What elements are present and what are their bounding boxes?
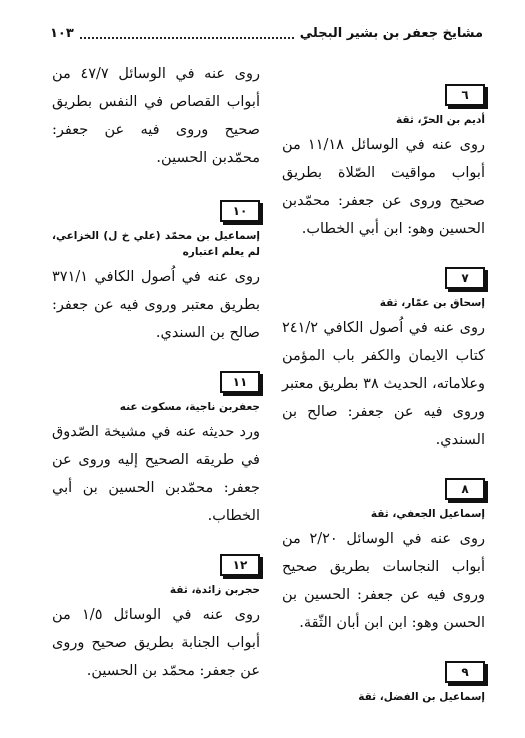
entry-body: ورد حديثه عنه في مشيخة الصّدوق في طريقه الصحيح إليه وروى عن جعفر: محمّدبن الحسين بن أبي الخطاب. (52, 424, 260, 524)
entry-number-box: ٧ (445, 267, 485, 289)
entry-9 (282, 661, 485, 705)
entry-6 (282, 84, 485, 243)
running-title: مشايخ جعفر بن بشير البجلي (299, 25, 483, 41)
entry-title: أديم بن الحرّ، ثقة (395, 114, 485, 126)
entry-title: حجربن زائدة، ثقة (169, 584, 260, 596)
entry-body: روى عنه في اُصول الكافي ٣٧١/١ بطريق معتبر وروى فيه عن جعفر: صالح بن السندي. (52, 269, 260, 341)
entry-title: إسماعيل بن محمّد (علي خ ل) الخزاعي، لم يعلم اعتباره (52, 230, 260, 258)
continuation-text: روى عنه في الوسائل ٤٧/٧ من أبواب القصاص في النفس بطريق صحيح وروى فيه عن جعفر: محمّدبن الحسين. (52, 66, 260, 166)
entry-number-box: ٦ (445, 84, 485, 106)
entry-number-box: ١٢ (220, 554, 260, 576)
entry-title: إسماعيل الجعفي، ثقة (370, 508, 485, 520)
page-number: ١٠٣ (50, 25, 74, 41)
entry-7 (282, 267, 485, 454)
page-header (50, 22, 483, 44)
entry-title: إسحاق بن عمّار، ثقة (379, 297, 485, 309)
entry-12 (52, 554, 260, 685)
header-dot-leader (80, 27, 294, 39)
left-column (52, 60, 260, 685)
entry-number-box: ١٠ (220, 200, 260, 222)
entry-number-box: ١١ (220, 371, 260, 393)
right-column (282, 84, 485, 708)
entry-body: روى عنه في الوسائل ١١/١٨ من أبواب مواقيت الصّلاة بطريق صحيح وروى عن جعفر: محمّدبن الحسين وهو: ابن أبي الخطاب. (282, 137, 485, 237)
entry-number-box: ٨ (445, 478, 485, 500)
entry-body: روى عنه في الوسائل ١/٥ من أبواب الجنابة بطريق صحيح وروى عن جعفر: محمّد بن الحسين. (52, 607, 260, 679)
entry-title: إسماعيل بن الفضل، ثقة (358, 691, 485, 703)
entry-body: روى عنه في الوسائل ٢/٢٠ من أبواب النجاسات بطريق صحيح وروى فيه عن جعفر: الحسين بن الحسن وهو: ابن ابن أبان الثّقة. (282, 531, 485, 631)
entry-11 (52, 371, 260, 530)
entry-number-box: ٩ (445, 661, 485, 683)
entry-10 (52, 200, 260, 347)
entry-title: جعفربن ناجية، مسكوت عنه (119, 401, 260, 413)
entry-body: روى عنه في اُصول الكافي ٢٤١/٢ كتاب الايمان والكفر باب المؤمن وعلاماته، الحديث ٣٨ بطريق معتبر وروى فيه عن جعفر: صالح بن السندي. (282, 320, 486, 448)
entry-8 (282, 478, 485, 637)
